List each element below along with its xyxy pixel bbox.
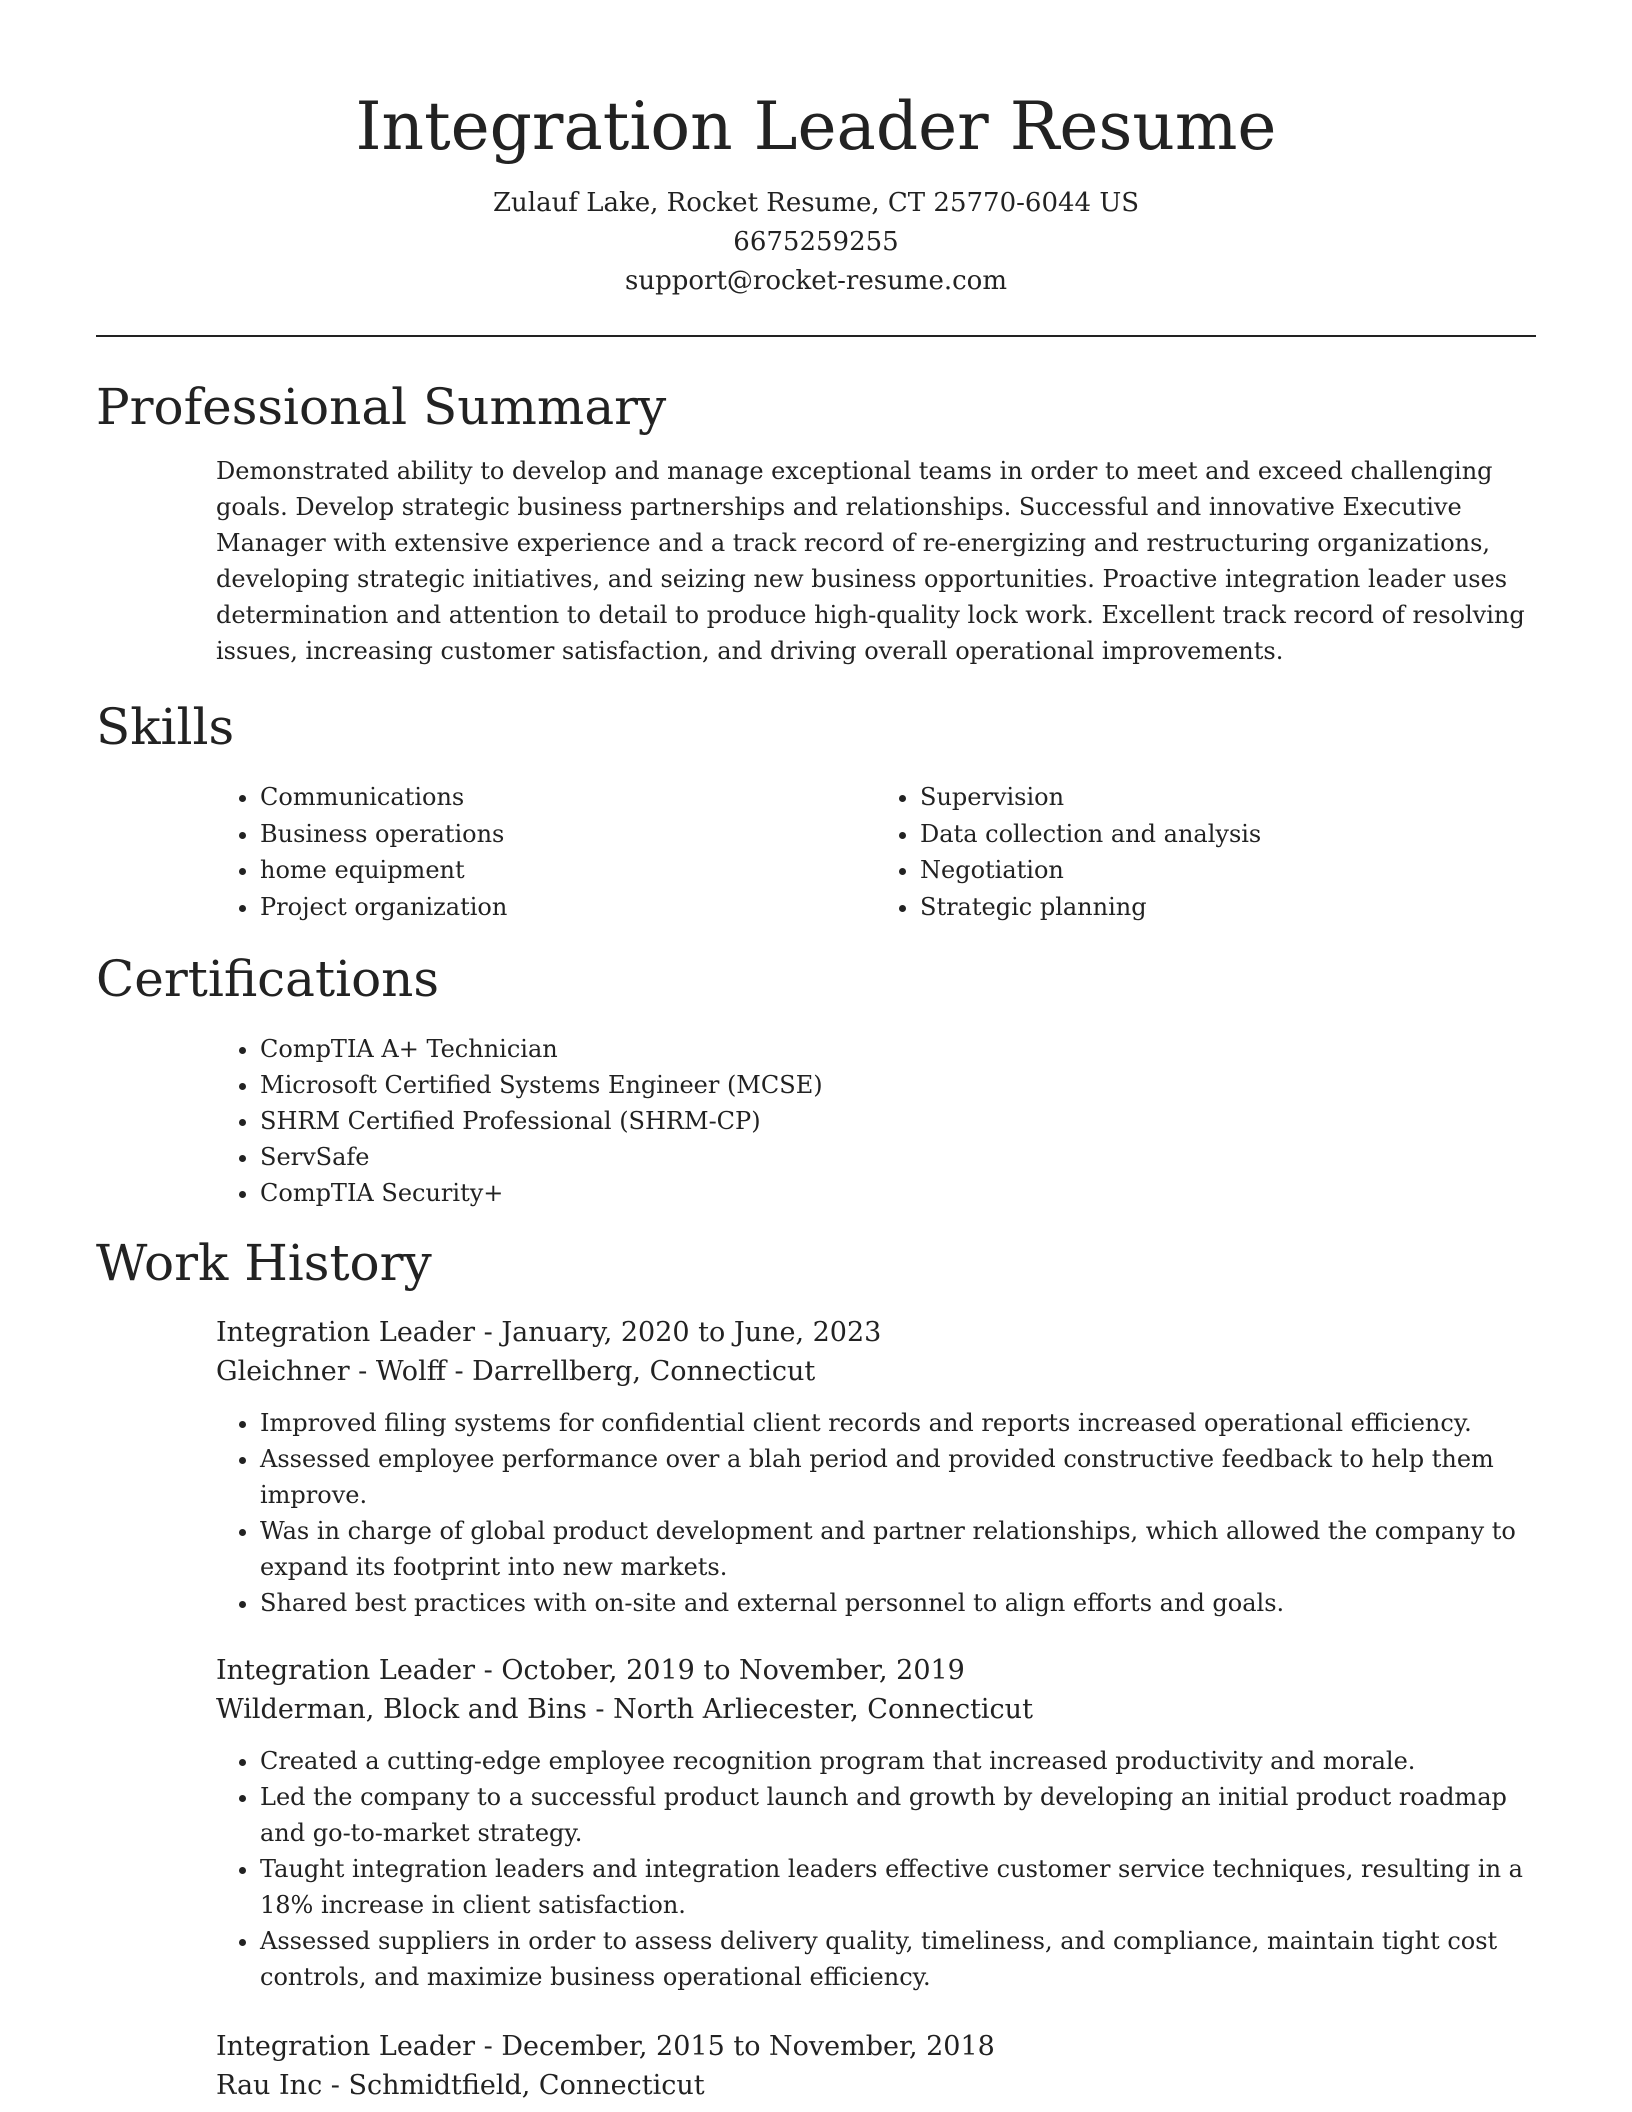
- certification-item: • CompTIA Security+: [260, 1175, 1536, 1211]
- skills-grid: [216, 779, 1536, 925]
- certification-item: • Microsoft Certified Systems Engineer (MCSE): [260, 1067, 1536, 1103]
- skill-item: • Communications: [260, 779, 876, 816]
- skill-item: • Supervision: [920, 779, 1536, 816]
- certification-item: • ServSafe: [260, 1139, 1536, 1175]
- certifications-list: [216, 1031, 1536, 1211]
- job-entry: [216, 2027, 1536, 2105]
- job-bullet: • Was in charge of global product development and partner relationships, which allowed the company to expand its footprint into new markets.: [260, 1513, 1536, 1585]
- job-bullet: • Led the company to a successful product launch and growth by developing an initial product roadmap and go-to-market strategy.: [260, 1779, 1536, 1851]
- job-bullets: [216, 1743, 1536, 1995]
- contact-email: support@rocket-resume.com: [624, 266, 1007, 296]
- certifications-heading: Certifications: [96, 950, 440, 1008]
- header-divider: [96, 335, 1536, 337]
- skills-heading: Skills: [96, 698, 235, 756]
- job-company-line: Gleichner - Wolff - Darrellberg, Connecticut: [216, 1356, 816, 1387]
- skill-item: • Project organization: [260, 889, 876, 926]
- job-entry: [216, 1313, 1536, 1621]
- skill-item: • Data collection and analysis: [920, 816, 1536, 853]
- skill-item: • home equipment: [260, 852, 876, 889]
- contact-address: Zulauf Lake, Rocket Resume, CT 25770-6044 US: [492, 188, 1140, 218]
- resume-header: [96, 0, 1536, 301]
- job-bullet: • Assessed suppliers in order to assess delivery quality, timeliness, and compliance, maintain tight cost controls, and maximize business operational efficiency.: [260, 1923, 1536, 1995]
- job-bullet: • Taught integration leaders and integration leaders effective customer service techniques, resulting in a 18% increase in client satisfaction.: [260, 1851, 1536, 1923]
- skill-item: • Negotiation: [920, 852, 1536, 889]
- job-title-line: Integration Leader - January, 2020 to June, 2023: [216, 1317, 882, 1348]
- job-company-line: Rau Inc - Schmidtfield, Connecticut: [216, 2070, 705, 2101]
- resume-title: Integration Leader Resume: [355, 88, 1277, 165]
- certification-item: • SHRM Certified Professional (SHRM-CP): [260, 1103, 1536, 1139]
- job-company-line: Wilderman, Block and Bins - North Arliecester, Connecticut: [216, 1694, 1033, 1725]
- contact-block: [96, 184, 1536, 301]
- skills-column-right: [876, 779, 1536, 925]
- job-bullet: • Shared best practices with on-site and external personnel to align efforts and goals.: [260, 1585, 1536, 1621]
- skill-item: • Strategic planning: [920, 889, 1536, 926]
- job-entry: [216, 1651, 1536, 1995]
- contact-phone: 6675259255: [733, 227, 899, 257]
- job-title-line: Integration Leader - December, 2015 to November, 2018: [216, 2031, 995, 2062]
- resume-page: [96, 0, 1536, 2105]
- summary-text: Demonstrated ability to develop and manage exceptional teams in order to meet and exceed challenging goals. Develop strategic business partnerships and relationships. Successful and innovative Executive Manager with extensive experience and a track record of re-energizing and restructuring organizations, developing strategic initiatives, and seizing new business opportunities. Proactive integration leader uses determination and attention to detail to produce high-quality lock work. Excellent track record of resolving issues, increasing customer satisfaction, and driving overall operational improvements.: [216, 457, 1525, 665]
- job-bullet: • Improved filing systems for confidential client records and reports increased operational efficiency.: [260, 1405, 1536, 1441]
- job-title-line: Integration Leader - October, 2019 to November, 2019: [216, 1655, 965, 1686]
- work-history-heading: Work History: [96, 1234, 432, 1292]
- job-bullets: [216, 1405, 1536, 1621]
- skill-item: • Business operations: [260, 816, 876, 853]
- job-bullet: • Created a cutting-edge employee recognition program that increased productivity and morale.: [260, 1743, 1536, 1779]
- job-bullet: • Assessed employee performance over a blah period and provided constructive feedback to help them improve.: [260, 1441, 1536, 1513]
- certification-item: • CompTIA A+ Technician: [260, 1031, 1536, 1067]
- skills-column-left: [216, 779, 876, 925]
- summary-heading: Professional Summary: [96, 378, 667, 436]
